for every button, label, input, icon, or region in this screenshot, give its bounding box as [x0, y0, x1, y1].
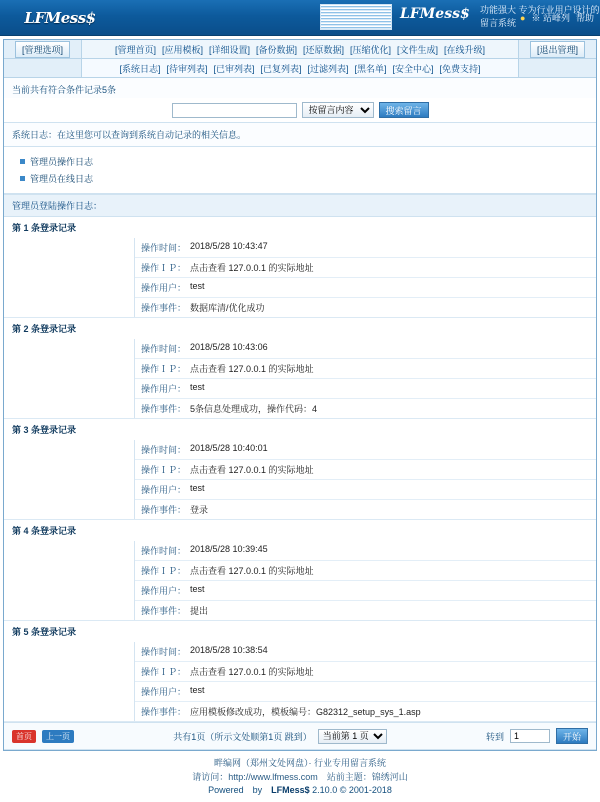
brand-badge: LFMess$	[400, 5, 470, 22]
search-scope-select[interactable]	[302, 102, 374, 118]
menu-item-filter-list[interactable]: [过滤列表]	[307, 63, 349, 74]
log-field-value: 提出	[190, 606, 209, 616]
log-field-value: 2018/5/28 10:39:45	[190, 544, 268, 554]
page-footer	[0, 751, 600, 802]
log-field-label: 操作ＩＰ：	[141, 364, 187, 374]
log-field-label: 操作事件：	[141, 505, 187, 515]
secondary-menu-bar	[4, 59, 596, 78]
menu-item-free-support[interactable]: [免费支持]	[439, 63, 481, 74]
log-field-time	[135, 541, 596, 560]
menu-item-compact[interactable]: [压缩优化]	[350, 44, 392, 55]
log-entry-title: 第 5 条登录记录	[4, 621, 596, 642]
primary-menu-bar	[4, 40, 596, 59]
footer-line-2	[0, 771, 600, 785]
menu-exit-cell	[518, 40, 596, 58]
pagination-bar	[4, 722, 596, 750]
log-section-links	[4, 147, 596, 194]
header-user-label[interactable]: ※ 站峰列	[531, 13, 570, 23]
footer-visit-label: 请访问：	[192, 771, 229, 782]
menu-item-blacklist[interactable]: [黑名单]	[354, 63, 387, 74]
log-entry	[4, 419, 596, 520]
log-field-label: 操作时间：	[141, 546, 187, 556]
secondary-menu-left-spacer	[4, 59, 82, 77]
log-entry	[4, 520, 596, 621]
pager-total-text: 共有1页（所示文处顺第1页 跳到）	[173, 731, 312, 742]
log-field-time	[135, 642, 596, 661]
log-field-label: 操作ＩＰ：	[141, 465, 187, 475]
menu-item-settings[interactable]: [详细设置]	[208, 44, 250, 55]
log-field-time	[135, 440, 596, 459]
menu-item-system-log[interactable]: [系统日志]	[119, 63, 161, 74]
link-admin-online-log[interactable]: 管理员在线日志	[30, 174, 94, 184]
menu-item-template[interactable]: [应用模板]	[161, 44, 203, 55]
log-entry-title: 第 3 条登录记录	[4, 419, 596, 440]
log-field-label: 操作用户：	[141, 283, 187, 293]
jump-label: 转到	[485, 731, 504, 742]
log-field-user	[135, 479, 596, 499]
log-entry-title: 第 2 条登录记录	[4, 318, 596, 339]
menu-item-pending-list[interactable]: [待审列表]	[166, 63, 208, 74]
jump-page-input[interactable]	[510, 729, 550, 743]
log-field-value: test	[190, 685, 205, 695]
log-field-time	[135, 339, 596, 358]
log-entry-title: 第 1 条登录记录	[4, 217, 596, 238]
primary-menu-items	[82, 40, 518, 58]
log-field-value: 数据库清/优化成功	[190, 303, 265, 313]
log-entry-fields	[134, 440, 596, 519]
bullet-icon	[20, 159, 25, 164]
log-section-subheading: 管理员登陆操作日志：	[4, 194, 596, 217]
search-input[interactable]	[172, 103, 297, 118]
menu-item-replied-list[interactable]: [已复列表]	[260, 63, 302, 74]
site-logo[interactable]	[0, 1, 120, 35]
log-field-label: 操作时间：	[141, 647, 187, 657]
log-field-event	[135, 297, 596, 317]
log-field-label: 操作用户：	[141, 485, 187, 495]
site-title: 功能强大 专为行业用户设计的留言系统	[480, 4, 600, 28]
first-page-button[interactable]: 首页	[12, 730, 36, 743]
log-field-value[interactable]: 点击查看 127.0.0.1 的实际地址	[190, 263, 314, 273]
log-field-event	[135, 499, 596, 519]
header-help-link[interactable]: 帮助	[575, 13, 594, 23]
log-field-label: 操作事件：	[141, 404, 187, 414]
log-field-value: 5条信息处理成功，操作代码：4	[190, 404, 318, 414]
jump-go-button[interactable]: 开始	[556, 728, 588, 744]
secondary-menu-right-spacer	[518, 59, 596, 77]
footer-line-1: 畔编网（郑州文处网盘）· 行业专用留言系统	[214, 758, 386, 768]
list-item[interactable]	[20, 153, 586, 170]
page-select[interactable]	[318, 729, 387, 744]
log-field-value: 登录	[190, 505, 209, 515]
log-field-value: test	[190, 584, 205, 594]
log-entry-fields	[134, 541, 596, 620]
page-header	[0, 0, 600, 36]
log-field-value: test	[190, 281, 205, 291]
log-field-user	[135, 580, 596, 600]
log-entry-fields	[134, 339, 596, 418]
user-icon: ●	[520, 12, 526, 23]
list-item[interactable]	[20, 170, 586, 187]
log-field-value[interactable]: 点击查看 127.0.0.1 的实际地址	[190, 364, 314, 374]
menu-item-upgrade[interactable]: [在线升级]	[444, 44, 486, 55]
log-entry	[4, 217, 596, 318]
page-notice: 系统日志：在这里您可以查询到系统自动记录的相关信息。	[4, 123, 596, 147]
log-field-label: 操作时间：	[141, 445, 187, 455]
log-field-event	[135, 600, 596, 620]
log-field-label: 操作ＩＰ：	[141, 667, 187, 677]
log-field-label: 操作用户：	[141, 384, 187, 394]
site-logo-text: LFMess$	[24, 8, 96, 27]
log-field-value: 2018/5/28 10:43:06	[190, 342, 268, 352]
manage-options-button[interactable]: [管理选项]	[15, 41, 70, 58]
log-list	[4, 217, 596, 722]
footer-version: 2.10.0 © 2001-2018	[309, 785, 392, 795]
log-entry-title: 第 4 条登录记录	[4, 520, 596, 541]
result-count-bar: 当前共有符合条件记录5条	[4, 78, 596, 98]
log-field-event	[135, 701, 596, 721]
menu-item-restore[interactable]: [还原数据]	[303, 44, 345, 55]
menu-item-generate[interactable]: [文件生成]	[397, 44, 439, 55]
log-field-value[interactable]: 点击查看 127.0.0.1 的实际地址	[190, 667, 314, 677]
log-field-value: test	[190, 382, 205, 392]
secondary-menu-items	[82, 59, 518, 77]
menu-item-backup[interactable]: [备份数据]	[255, 44, 297, 55]
log-field-ip[interactable]	[135, 358, 596, 378]
footer-line-3	[0, 784, 600, 798]
log-entry-fields	[134, 642, 596, 721]
log-entry	[4, 318, 596, 419]
log-field-value[interactable]: 点击查看 127.0.0.1 的实际地址	[190, 465, 314, 475]
search-bar	[4, 98, 596, 123]
log-field-value: 2018/5/28 10:40:01	[190, 443, 268, 453]
log-field-ip[interactable]	[135, 560, 596, 580]
menu-item-security-center[interactable]: [安全中心]	[392, 63, 434, 74]
footer-site-link[interactable]: http://www.lfmess.com	[228, 771, 318, 782]
log-field-ip[interactable]	[135, 459, 596, 479]
log-field-value: test	[190, 483, 205, 493]
log-field-label: 操作ＩＰ：	[141, 263, 187, 273]
menu-item-approved-list[interactable]: [已审列表]	[213, 63, 255, 74]
log-field-user	[135, 681, 596, 701]
menu-item-home[interactable]: [管理首页]	[114, 44, 156, 55]
log-entry	[4, 621, 596, 722]
search-submit-button[interactable]: 搜索留言	[379, 102, 429, 118]
log-field-ip[interactable]	[135, 257, 596, 277]
log-field-label: 操作时间：	[141, 344, 187, 354]
log-field-label: 操作时间：	[141, 243, 187, 253]
log-field-event	[135, 398, 596, 418]
log-field-label: 操作事件：	[141, 606, 187, 616]
log-field-value: 应用模板修改成功，模板编号：G82312_setup_sys_1.asp	[190, 707, 421, 717]
link-admin-operation-log[interactable]: 管理员操作日志	[30, 157, 94, 167]
log-field-label: 操作用户：	[141, 687, 187, 697]
log-field-user	[135, 378, 596, 398]
bullet-icon	[20, 176, 25, 181]
footer-brand: LFMess$	[271, 785, 310, 795]
log-field-label: 操作用户：	[141, 586, 187, 596]
log-field-label: 操作事件：	[141, 303, 187, 313]
log-field-label: 操作事件：	[141, 707, 187, 717]
content-frame	[3, 39, 597, 751]
log-field-value: 2018/5/28 10:38:54	[190, 645, 268, 655]
footer-powered-prefix: Powered by	[208, 785, 272, 795]
log-field-time	[135, 238, 596, 257]
menu-options-cell	[4, 40, 82, 58]
log-field-value[interactable]: 点击查看 127.0.0.1 的实际地址	[190, 566, 314, 576]
log-field-ip[interactable]	[135, 661, 596, 681]
footer-theme-label: 站前主题：锦绣河山	[317, 771, 408, 782]
prev-page-button[interactable]: 上一页	[42, 730, 74, 743]
exit-admin-button[interactable]: [退出管理]	[530, 41, 585, 58]
log-field-value: 2018/5/28 10:43:47	[190, 241, 268, 251]
header-user-area	[520, 11, 594, 24]
log-entry-fields	[134, 238, 596, 317]
decorative-stripes	[320, 4, 392, 30]
log-field-label: 操作ＩＰ：	[141, 566, 187, 576]
log-field-user	[135, 277, 596, 297]
